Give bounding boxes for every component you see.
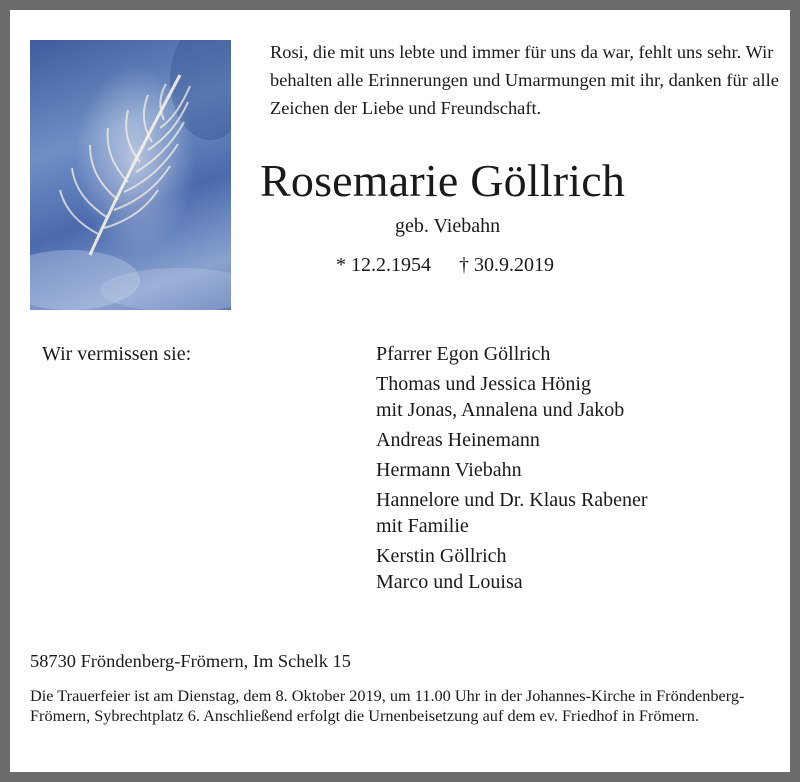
mourner-line: Thomas und Jessica Hönig [376, 373, 591, 395]
obituary-card [10, 10, 790, 772]
mourner-entry [376, 457, 648, 483]
mourner-line: Kerstin Göllrich [376, 545, 507, 567]
intro-text: Rosi, die mit uns lebte und immer für uns da war, fehlt uns sehr. Wir behalten alle Erinnerungen und Umarmungen mit ihr, danken für alle Zeichen der Liebe und Freundschaft. [270, 42, 779, 118]
deceased-name: Rosemarie Göllrich [260, 155, 626, 206]
address: 58730 Fröndenberg-Frömern, Im Schelk 15 [30, 651, 351, 671]
feather-cloud-image [30, 40, 231, 310]
death-date: † 30.9.2019 [459, 254, 554, 276]
mourner-entry [376, 427, 648, 453]
funeral-notice: Die Trauerfeier ist am Dienstag, dem 8. Oktober 2019, um 11.00 Uhr in der Johannes-Kirche in Fröndenberg-Frömern, Sybrechtplatz 6. Anschließend erfolgt die Urnenbeisetzung auf dem ev. Friedhof in Frömern. [30, 686, 745, 725]
mourner-entry [376, 371, 648, 423]
life-dates [336, 251, 554, 279]
miss-label: Wir vermissen sie: [42, 343, 192, 365]
birth-name: geb. Viebahn [395, 215, 501, 237]
mourner-line: Pfarrer Egon Göllrich [376, 343, 551, 365]
mourner-entry [376, 487, 648, 539]
mourner-list [376, 341, 648, 599]
mourner-line: Andreas Heinemann [376, 429, 540, 451]
birth-date: * 12.2.1954 [336, 254, 431, 276]
mourner-line: mit Familie [376, 515, 469, 537]
mourner-line: Hermann Viebahn [376, 459, 522, 481]
mourner-line: Hannelore und Dr. Klaus Rabener [376, 489, 648, 511]
mourner-entry [376, 543, 648, 595]
mourner-line: Marco und Louisa [376, 571, 523, 593]
mourner-entry [376, 341, 648, 367]
mourner-line: mit Jonas, Annalena und Jakob [376, 399, 625, 421]
